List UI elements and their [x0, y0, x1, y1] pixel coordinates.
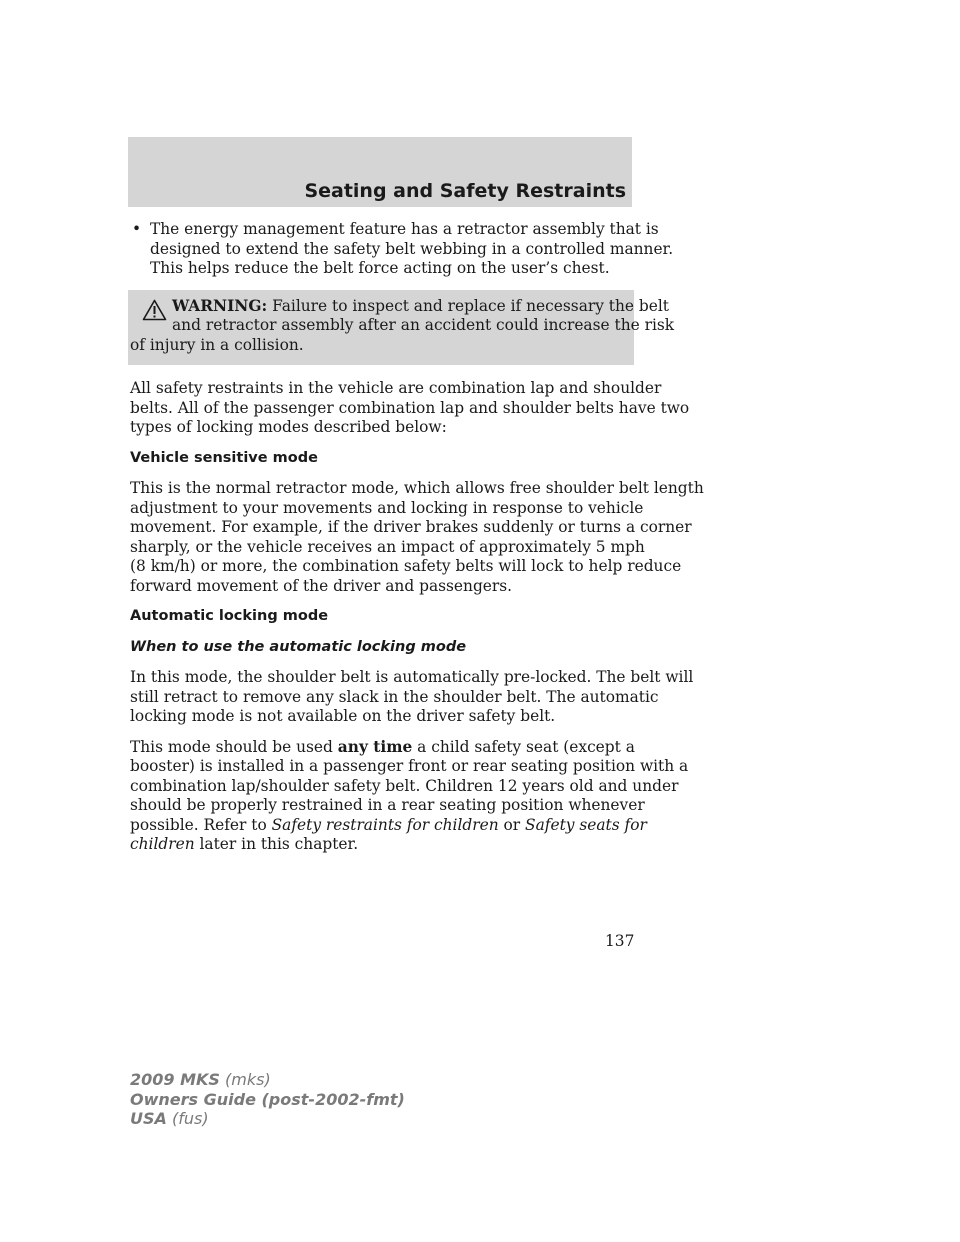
bullet-line: designed to extend the safety belt webbing in a controlled manner. — [150, 239, 674, 258]
vehicle-sensitive-paragraph: This is the normal retractor mode, which allows free shoulder belt length adjustment to your movements and locking in response to vehicle movement. For example, if the driver brakes suddenly or turns a corner sharply, or the vehicle receives an impact of approximately 5 mph (8 km/h) or more, the combination safety belts will lock to help reduce forward movement of the driver and passengers. — [130, 479, 704, 595]
warning-box — [128, 290, 675, 366]
warning-label: WARNING: — [172, 296, 268, 315]
bullet-item — [130, 220, 674, 279]
footer-model: 2009 MKS — [130, 1070, 220, 1089]
cross-reference-safety-restraints: Safety restraints for children — [271, 815, 499, 834]
emphasis-any-time: any time — [337, 737, 413, 756]
section-title: Seating and Safety Restraints — [304, 180, 626, 202]
warning-line: and retractor assembly after an accident could increase the risk — [172, 316, 675, 334]
warning-triangle-icon — [142, 299, 167, 321]
bullet-line: This helps reduce the belt force acting on the user’s chest. — [150, 259, 610, 277]
footer-guide: Owners Guide (post-2002-fmt) — [130, 1089, 405, 1109]
warning-line: of injury in a collision. — [130, 335, 304, 354]
intro-paragraph: All safety restraints in the vehicle are combination lap and shoulder belts. All of the passenger combination lap and shoulder belts have two types of locking modes described below: — [130, 379, 690, 436]
footer-market: USA — [130, 1109, 167, 1128]
subheading-when-to-use: When to use the automatic locking mode — [130, 638, 467, 655]
heading-vehicle-sensitive-mode: Vehicle sensitive mode — [130, 449, 318, 466]
cross-reference-safety-seats: Safety seats for — [525, 815, 647, 834]
section-header — [128, 137, 632, 207]
automatic-paragraph-1: In this mode, the shoulder belt is automatically pre-locked. The belt will still retract to remove any slack in the shoulder belt. The automatic locking mode is not available on the driver safety belt. — [130, 668, 694, 725]
page-number: 137 — [605, 932, 635, 950]
warning-line: WARNING: Failure to inspect and replace if necessary the belt — [172, 296, 669, 315]
bullet-mark: • — [132, 220, 142, 238]
bullet-line: The energy management feature has a retractor assembly that is — [150, 220, 659, 238]
heading-automatic-locking-mode: Automatic locking mode — [130, 608, 329, 624]
page-content — [130, 220, 704, 866]
automatic-paragraph-2: This mode should be used any time a child safety seat (except a booster) is installed in a passenger front or rear seating position with a combination lap/shoulder safety belt. Children 12 years old and under should be properly restrained in a rear seating position whenever possible. Refer to Safety restraints for children or Safety seats for children later in this chapter. — [130, 737, 689, 853]
document-footer: 2009 MKS (mks) Owners Guide (post-2002-fmt) USA (fus) — [130, 1070, 405, 1128]
